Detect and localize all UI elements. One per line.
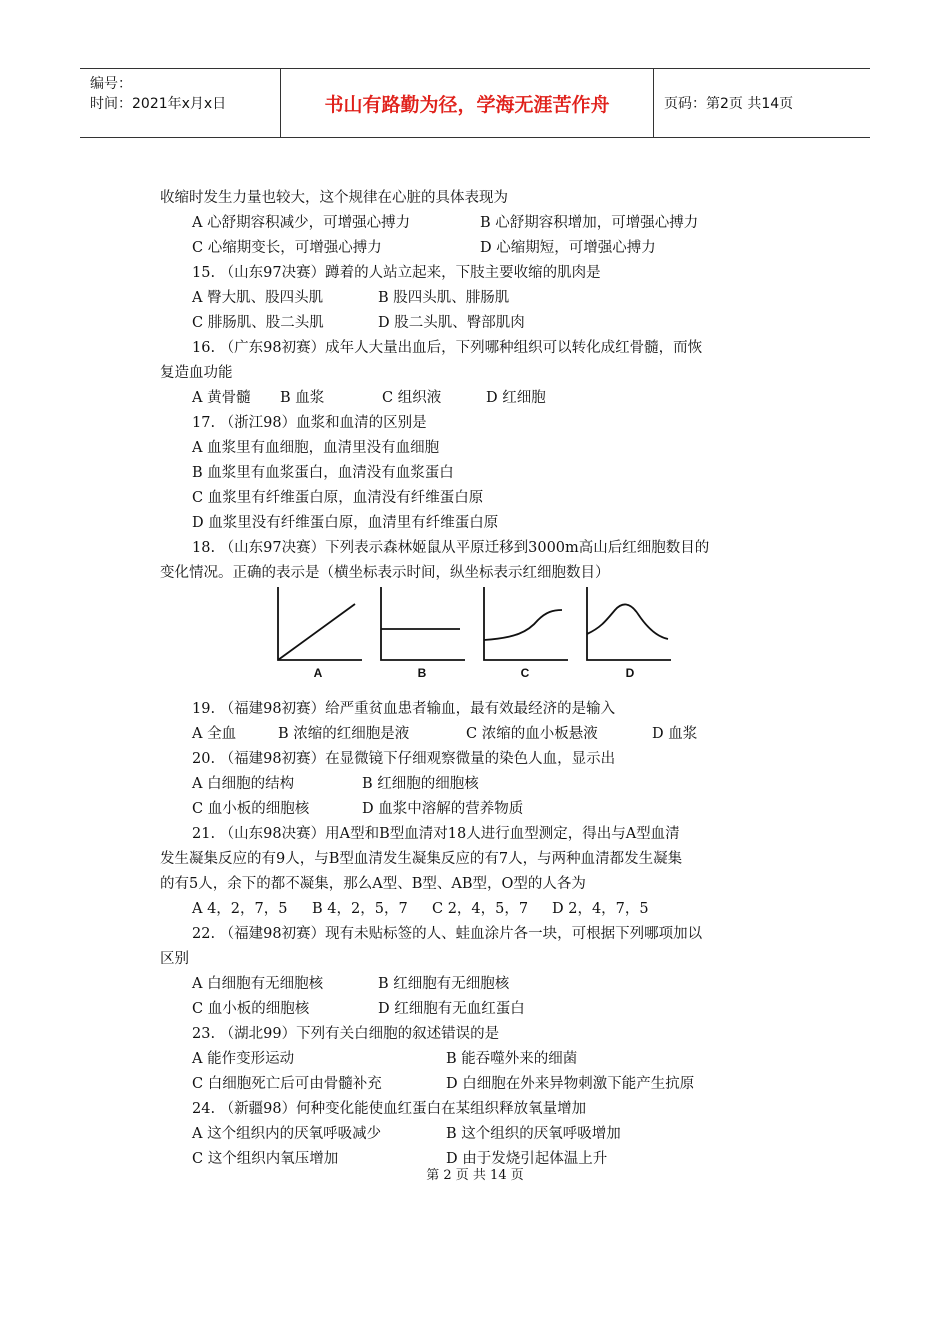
option: C 血小板的细胞核: [192, 801, 310, 817]
option: C 心缩期变长，可增强心搏力: [192, 240, 382, 256]
option: D 血浆里没有纤维蛋白原，血清里有纤维蛋白原: [192, 515, 499, 531]
question-19: 19. （福建98初赛）给严重贫血患者输血，最有效最经济的是输入: [192, 701, 616, 717]
graph-c: [484, 587, 568, 660]
option: D 红细胞有无血红蛋白: [378, 1001, 525, 1017]
option: B 血浆: [280, 390, 325, 406]
text-line: 发生凝集反应的有9人，与B型血清发生凝集反应的有7人，与两种血清都发生凝集: [160, 851, 683, 867]
text-line: 收缩时发生力量也较大，这个规律在心脏的具体表现为: [160, 190, 508, 206]
option-row: [160, 511, 800, 536]
text-line: 变化情况。正确的表示是（横坐标表示时间，纵坐标表示红细胞数目）: [160, 565, 610, 581]
header-motto: 书山有路勤为径，学海无涯苦作舟: [281, 69, 654, 137]
option: A 全血: [192, 726, 237, 742]
option-row: [160, 972, 800, 997]
option: B 4，2，5，7: [312, 901, 408, 917]
option: A 这个组织内的厌氧呼吸减少: [192, 1126, 382, 1142]
option-row: [160, 286, 800, 311]
question-17: 17. （浙江98）血浆和血清的区别是: [192, 415, 427, 431]
option-row: [160, 236, 800, 261]
option: C 血小板的细胞核: [192, 1001, 310, 1017]
graph-b: [381, 587, 465, 660]
graph-d-curve: [587, 604, 668, 639]
number-label: 编号：: [90, 76, 132, 92]
option: A 能作变形运动: [192, 1051, 295, 1067]
option: C 组织液: [382, 390, 442, 406]
graph-d-axes: [587, 587, 671, 660]
option: A 心舒期容积减少，可增强心搏力: [192, 215, 411, 231]
option-row: [160, 722, 800, 747]
option-row: [160, 436, 800, 461]
option: B 心舒期容积增加，可增强心搏力: [480, 215, 699, 231]
option: B 浓缩的红细胞是液: [278, 726, 410, 742]
option: B 这个组织的厌氧呼吸增加: [446, 1126, 621, 1142]
graph-label: A: [313, 666, 323, 680]
page-header: [80, 68, 870, 138]
option-row: [160, 461, 800, 486]
question-21: 21. （山东98决赛）用A型和B型血清对18人进行血型测定，得出与A型血清: [192, 826, 680, 842]
header-meta: [80, 69, 281, 137]
option: A 白细胞的结构: [192, 776, 295, 792]
option: B 血浆里有血浆蛋白，血清没有血浆蛋白: [192, 465, 454, 481]
option: D 血浆中溶解的营养物质: [362, 801, 524, 817]
option-row: [160, 486, 800, 511]
question-22: 22. （福建98初赛）现有未贴标签的人、蛙血涂片各一块，可根据下列哪项加以: [192, 926, 703, 942]
graph-label: B: [417, 666, 427, 680]
question-18: 18. （山东97决赛）下列表示森林姬鼠从平原迁移到3000m高山后红细胞数目的: [192, 540, 710, 556]
text-line: 复造血功能: [160, 365, 233, 381]
option: A 白细胞有无细胞核: [192, 976, 324, 992]
time-label: 时间：2021年x月x日: [90, 96, 227, 112]
option: D 血浆: [652, 726, 698, 742]
question-24: 24. （新疆98）何种变化能使血红蛋白在某组织释放氧量增加: [192, 1101, 587, 1117]
graph-label: C: [520, 666, 530, 680]
option: A 血浆里有血细胞，血清里没有血细胞: [192, 440, 440, 456]
text-line: 区别: [160, 951, 189, 967]
graph-b-axes: [381, 587, 465, 660]
option: C 血浆里有纤维蛋白原，血清没有纤维蛋白原: [192, 490, 484, 506]
option-row: [160, 1072, 800, 1097]
graph-a: [278, 587, 362, 660]
option: D 由于发烧引起体温上升: [446, 1151, 608, 1167]
option-row: [160, 772, 800, 797]
option-row: [160, 997, 800, 1022]
graph-label: D: [625, 666, 635, 680]
option: D 心缩期短，可增强心搏力: [480, 240, 656, 256]
header-page-info: 页码：第2页 共14页: [664, 96, 794, 112]
graph-a-axes: [278, 587, 362, 660]
option: C 这个组织内氧压增加: [192, 1151, 339, 1167]
option-row: [160, 1047, 800, 1072]
option-row: [160, 311, 800, 336]
graph-c-axes: [484, 587, 568, 660]
option: D 股二头肌、臀部肌肉: [378, 315, 525, 331]
question-15: 15. （山东97决赛）蹲着的人站立起来，下肢主要收缩的肌肉是: [192, 265, 601, 281]
option-row: [160, 797, 800, 822]
text-line: 的有5人，余下的都不凝集，那么A型、B型、AB型，O型的人各为: [160, 876, 586, 892]
option: C 白细胞死亡后可由骨髓补充: [192, 1076, 382, 1092]
option-row: [160, 211, 800, 236]
option: B 能吞噬外来的细菌: [446, 1051, 578, 1067]
question-20: 20. （福建98初赛）在显微镜下仔细观察微量的染色人血，显示出: [192, 751, 616, 767]
option-row: [160, 897, 800, 922]
option: C 腓肠肌、股二头肌: [192, 315, 324, 331]
rbc-graphs-figure: [270, 582, 690, 682]
graph-c-curve: [484, 610, 562, 640]
question-23: 23. （湖北99）下列有关白细胞的叙述错误的是: [192, 1026, 500, 1042]
option: A 臀大肌、股四头肌: [192, 290, 324, 306]
page-footer: 第 2 页 共 14 页: [426, 1168, 524, 1183]
question-16: 16. （广东98初赛）成年人大量出血后，下列哪种组织可以转化成红骨髓，而恢: [192, 340, 703, 356]
option: A 黄骨髓: [192, 390, 251, 406]
option: C 浓缩的血小板悬液: [466, 726, 598, 742]
option: B 红细胞有无细胞核: [378, 976, 510, 992]
option: D 2，4，7，5: [552, 901, 649, 917]
graph-d: [587, 587, 671, 660]
option: B 股四头肌、腓肠肌: [378, 290, 510, 306]
option: D 红细胞: [486, 390, 546, 406]
option: A 4，2，7，5: [192, 901, 288, 917]
option: C 2，4，5，7: [432, 901, 529, 917]
option-row: [160, 386, 800, 411]
graph-a-curve: [278, 604, 355, 660]
option: B 红细胞的细胞核: [362, 776, 479, 792]
option-row: [160, 1122, 800, 1147]
option: D 白细胞在外来异物刺激下能产生抗原: [446, 1076, 695, 1092]
